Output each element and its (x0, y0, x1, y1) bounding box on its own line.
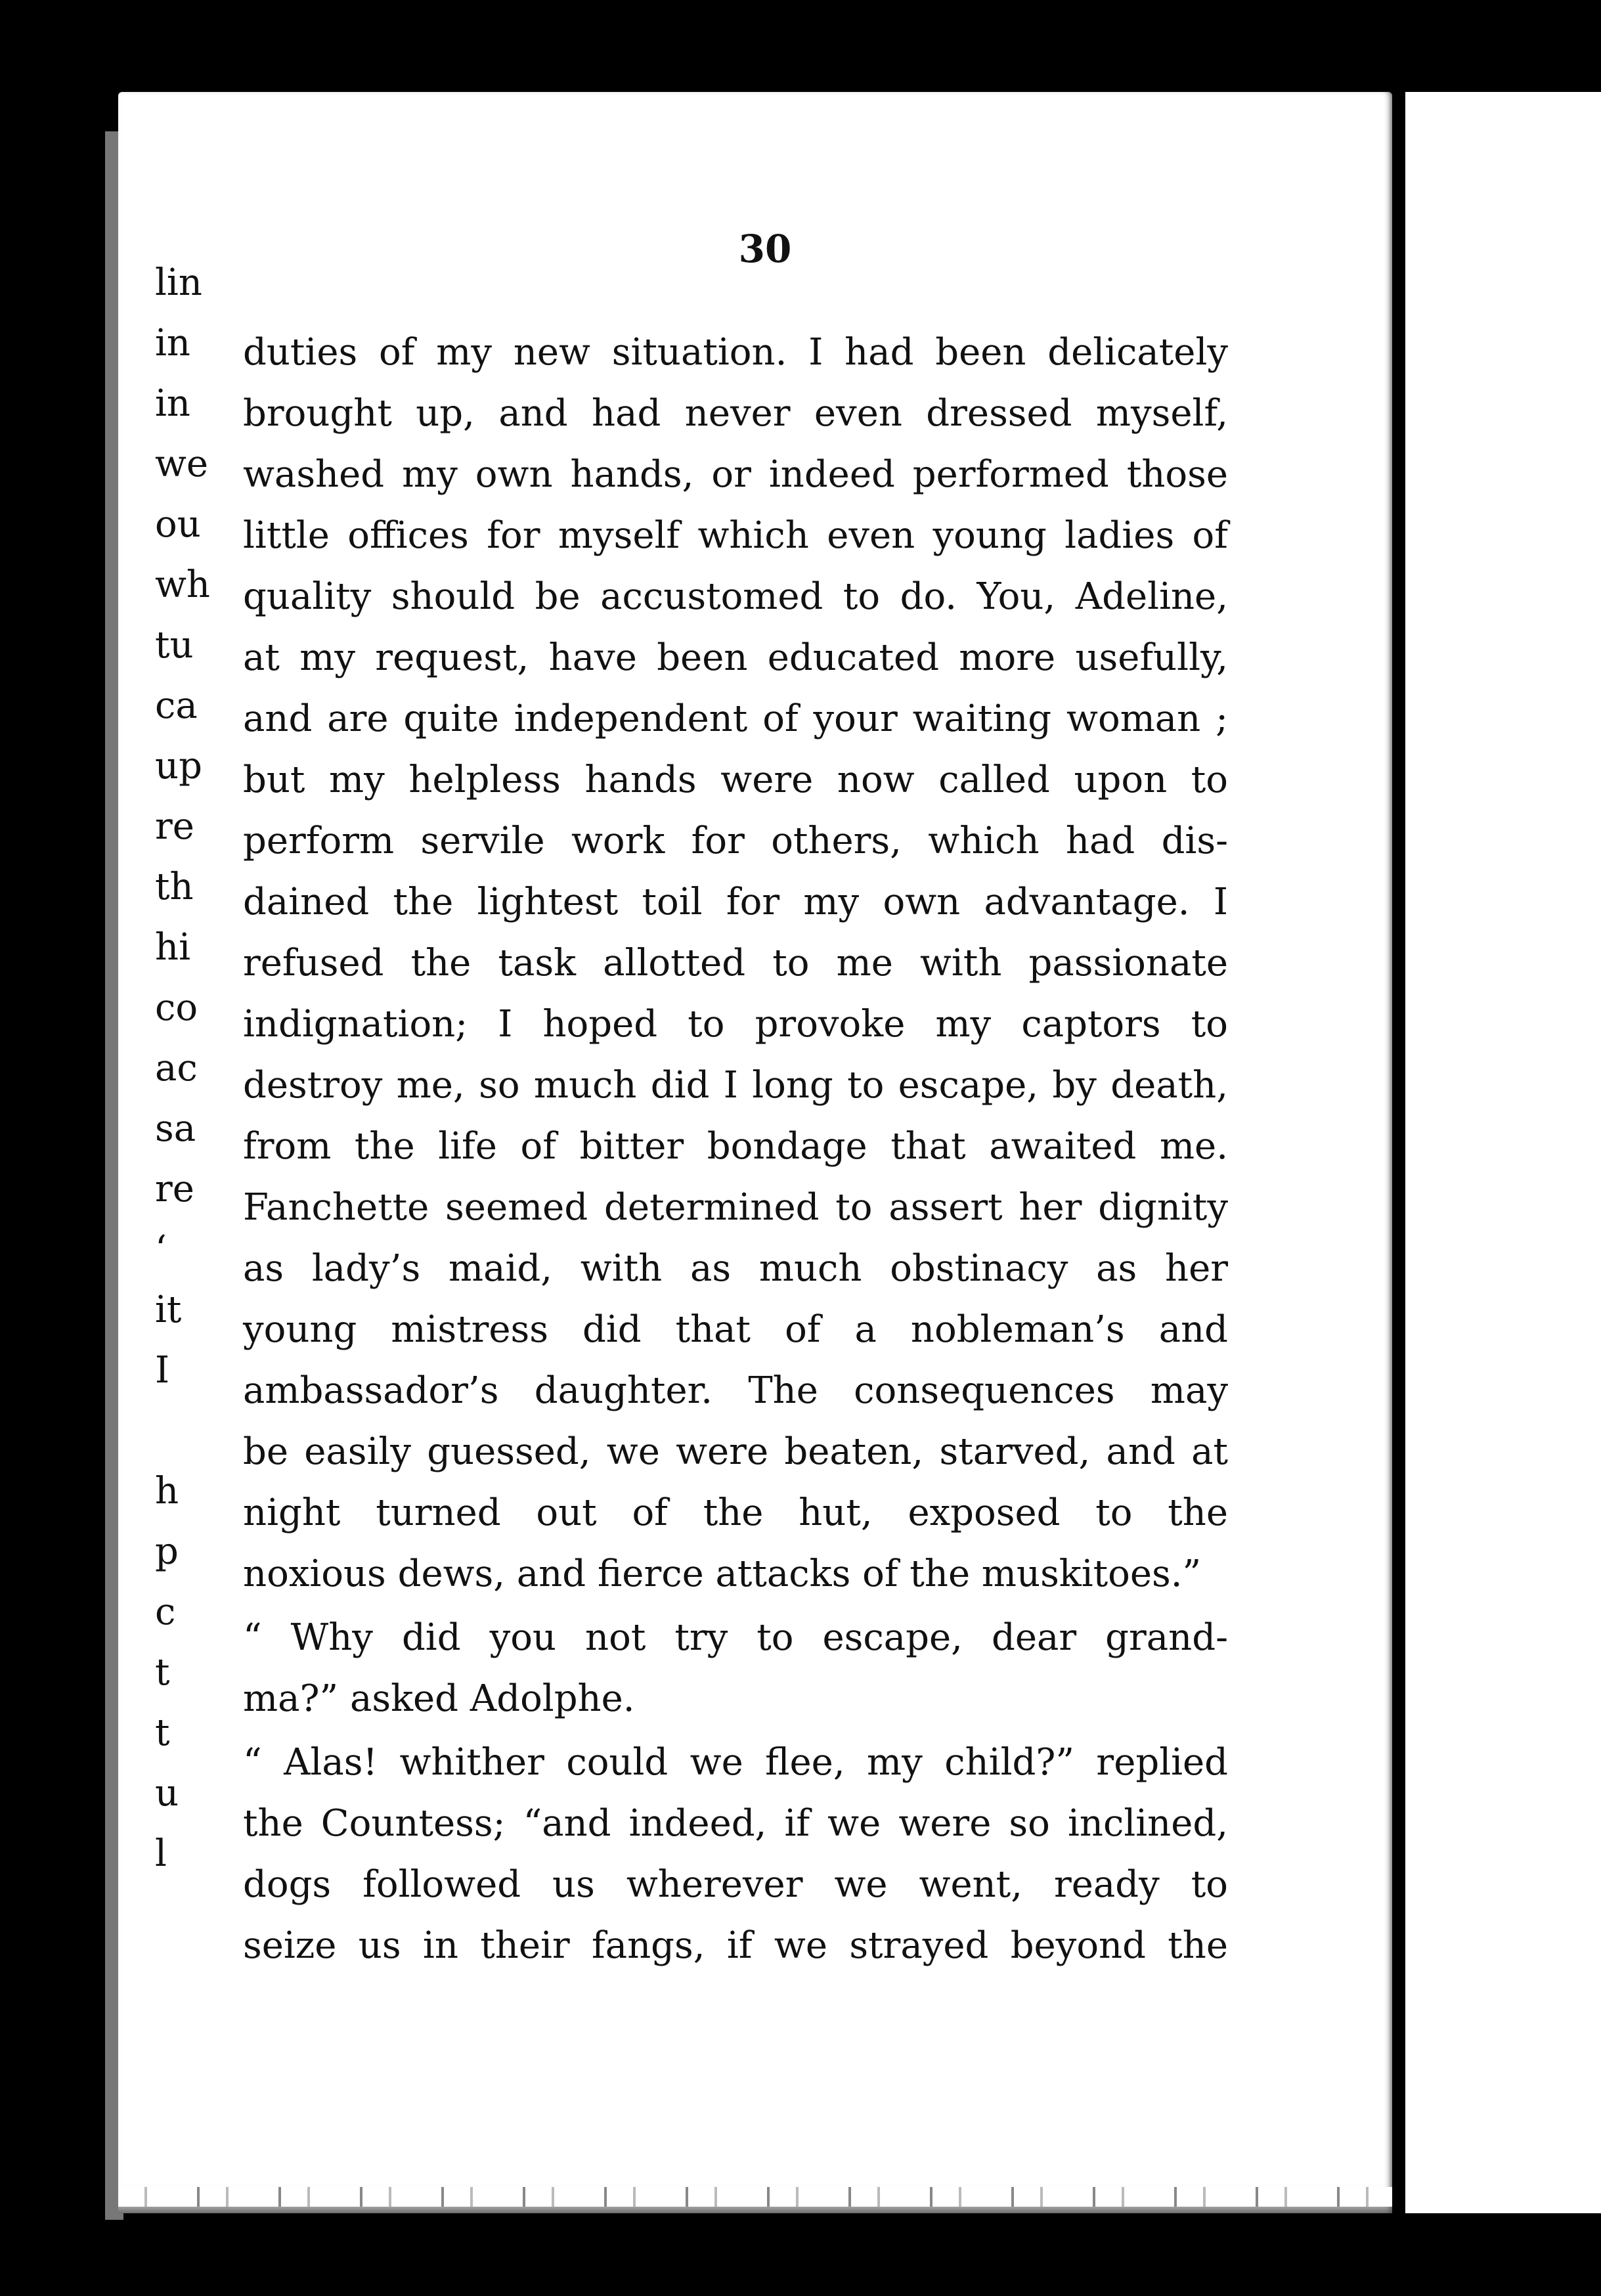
text-line: from the life of bitter bondage that awaited me. (243, 1125, 1228, 1168)
facing-page-fragment: re (155, 805, 194, 848)
facing-page-fragment: sa (155, 1107, 196, 1150)
facing-page-fragment: we (155, 443, 209, 485)
facing-page-fragment: co (155, 986, 198, 1029)
facing-page-fragment: u (155, 1772, 179, 1815)
facing-page-fragment: in (155, 322, 190, 364)
text-line: dained the lightest toil for my own advantage. I (243, 881, 1228, 923)
text-line: washed my own hands, or indeed performed those (243, 453, 1228, 496)
facing-page-fragment: wh (155, 563, 210, 606)
text-line: ma?” asked Adolphe. (243, 1677, 635, 1720)
text-line: indignation; I hoped to provoke my captors to (243, 1003, 1228, 1046)
text-line: brought up, and had never even dressed myself, (243, 392, 1228, 435)
facing-page-fragment: up (155, 745, 202, 787)
facing-page-fragment: it (155, 1289, 182, 1331)
page-bottom-edge (118, 2187, 1392, 2207)
text-line: little offices for myself which even young ladies of (243, 514, 1228, 557)
facing-page-fragment: hi (155, 926, 190, 969)
facing-page-fragment: lin (155, 261, 202, 304)
text-line: Fanchette seemed determined to assert her dignity (243, 1186, 1228, 1229)
facing-page-fragment: l (155, 1832, 167, 1875)
text-line: refused the task allotted to me with passionate (243, 942, 1228, 984)
facing-page-fragment: ‘ (155, 1228, 167, 1271)
text-line: as lady’s maid, with as much obstinacy as her (243, 1247, 1228, 1290)
facing-page-fragment: ca (155, 684, 198, 727)
facing-page-fragment: in (155, 382, 190, 425)
facing-page-fragment: tu (155, 624, 194, 667)
text-line: night turned out of the hut, exposed to the (243, 1491, 1228, 1534)
text-line: ambassador’s daughter. The consequences may (243, 1369, 1228, 1412)
text-line: the Countess; “and indeed, if we were so inclined, (243, 1802, 1228, 1845)
text-line: and are quite independent of your waiting woman ; (243, 697, 1228, 740)
text-line: young mistress did that of a nobleman’s and (243, 1308, 1228, 1351)
text-line: quality should be accustomed to do. You, Adeline, (243, 575, 1228, 618)
text-line: duties of my new situation. I had been delicately (243, 331, 1228, 374)
facing-page-fragment: re (155, 1168, 194, 1210)
facing-page-fragment: ac (155, 1047, 198, 1090)
body-text (243, 322, 1228, 1976)
facing-page-fragment: t (155, 1651, 170, 1694)
text-line: be easily guessed, we were beaten, starved, and at (243, 1430, 1228, 1473)
text-line: “ Alas! whither could we flee, my child?” replied (243, 1741, 1228, 1784)
facing-page-fragment: t (155, 1711, 170, 1754)
facing-page-fragment: p (155, 1530, 179, 1573)
text-line: noxious dews, and fierce attacks of the muskitoes.” (243, 1553, 1202, 1595)
text-line: seize us in their fangs, if we strayed beyond the (243, 1924, 1228, 1967)
text-line: at my request, have been educated more usefully, (243, 636, 1228, 679)
text-line: dogs followed us wherever we went, ready to (243, 1863, 1228, 1906)
facing-page-fragment: th (155, 866, 194, 908)
facing-page-fragment: h (155, 1470, 179, 1512)
text-line: “ Why did you not try to escape, dear grand- (243, 1616, 1228, 1659)
facing-page-fragment: c (155, 1591, 176, 1633)
text-line: perform servile work for others, which had dis- (243, 820, 1228, 862)
text-line: but my helpless hands were now called upon to (243, 759, 1228, 801)
facing-page-fragment: I (155, 1349, 170, 1392)
text-line: destroy me, so much did I long to escape, by death, (243, 1064, 1228, 1107)
page-number: 30 (738, 227, 792, 271)
facing-page-fragment: ou (155, 503, 201, 546)
book-gutter (1392, 85, 1405, 2220)
